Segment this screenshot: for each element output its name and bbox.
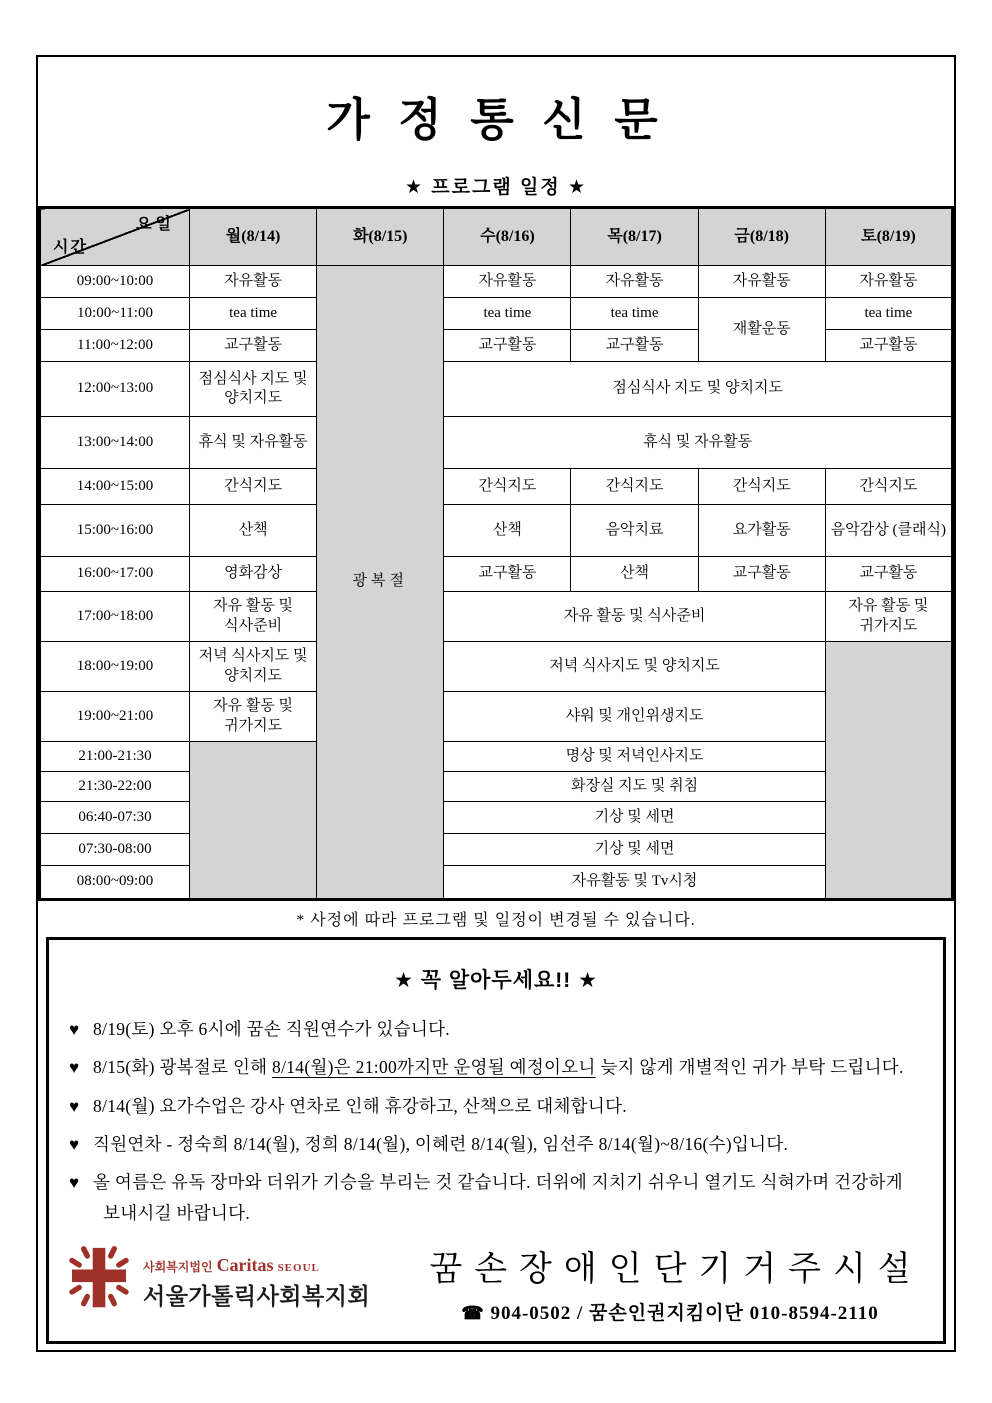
schedule-cell: tea time: [571, 298, 698, 330]
day-header-fri: 금(8/18): [698, 208, 825, 266]
schedule-cell: tea time: [825, 298, 952, 330]
table-row: [40, 266, 953, 298]
schedule-cell: 간식지도: [571, 469, 698, 505]
time-cell: 11:00~12:00: [40, 330, 190, 362]
notice-item-text: 8/14(월) 요가수업은 강사 연차로 인해 휴강하고, 산책으로 대체합니다.: [93, 1095, 627, 1116]
schedule-cell: 자유활동: [190, 266, 317, 298]
schedule-cell: 휴식 및 자유활동: [444, 417, 953, 469]
schedule-cell: 기상 및 세면: [444, 802, 825, 834]
schedule-cell: 간식지도: [190, 469, 317, 505]
notice-list: [69, 1014, 921, 1236]
notice-heading: ★ 꼭 알아두세요!! ★: [394, 969, 598, 992]
page-title: 가 정 통 신 문: [326, 94, 666, 145]
schedule-cell: 음악감상 (클래식): [825, 505, 952, 557]
time-cell: 08:00~09:00: [40, 866, 190, 900]
heart-bullet-icon: ♥: [69, 1058, 80, 1078]
time-cell: 10:00~11:00: [40, 298, 190, 330]
footer: [49, 1241, 943, 1325]
schedule-cell: 음악치료: [571, 505, 698, 557]
heart-bullet-icon: ♥: [69, 1173, 80, 1192]
org-text: [143, 1255, 370, 1311]
schedule-cell: 휴식 및 자유활동: [190, 417, 317, 469]
schedule-cell: 자유활동: [444, 266, 571, 298]
schedule-cell: 점심식사 지도 및 양치지도: [444, 362, 953, 417]
schedule-cell: 샤워 및 개인위생지도: [444, 692, 825, 742]
table-row: [40, 834, 953, 866]
time-cell: 15:00~16:00: [40, 505, 190, 557]
schedule-cell: 간식지도: [444, 469, 571, 505]
monday-closed-cell: [190, 742, 317, 900]
org-seoul-label: SEOUL: [277, 1262, 320, 1274]
time-cell: 07:30-08:00: [40, 834, 190, 866]
table-row: [40, 866, 953, 900]
notice-item: [69, 1014, 921, 1045]
time-cell: 16:00~17:00: [40, 557, 190, 592]
notice-item: [69, 1052, 921, 1083]
day-header-sat: 토(8/19): [825, 208, 952, 266]
table-row: [40, 557, 953, 592]
org-block: [63, 1242, 411, 1324]
corner-time-label: 시간: [53, 239, 88, 257]
org-name: 서울가톨릭사회복지회: [143, 1284, 371, 1309]
table-row: [40, 469, 953, 505]
saturday-closed-cell: [825, 642, 952, 900]
facility-name: 꿈손장애인단기거주시설: [429, 1251, 923, 1288]
notice-item-underlined-text: 8/14(월)은 21:00까지만 운영될 예정이오니: [272, 1057, 596, 1078]
schedule-cell: tea time: [444, 298, 571, 330]
schedule-cell: 기상 및 세면: [444, 834, 825, 866]
notice-item: [69, 1091, 921, 1122]
table-row: [40, 692, 953, 742]
time-cell: 21:30-22:00: [40, 772, 190, 802]
time-cell: 19:00~21:00: [40, 692, 190, 742]
schedule-cell: 교구활동: [190, 330, 317, 362]
notice-item-text: 8/15(화) 광복절로 인해: [93, 1057, 273, 1078]
schedule-cell: 자유활동: [698, 266, 825, 298]
schedule-cell: 간식지도: [698, 469, 825, 505]
tuesday-holiday-cell: 광복절: [317, 266, 444, 900]
schedule-cell: 교구활동: [825, 557, 952, 592]
schedule-cell: 요가활동: [698, 505, 825, 557]
notice-box: [46, 937, 946, 1344]
heart-bullet-icon: ♥: [69, 1134, 80, 1154]
notice-item-text: 올 여름은 유독 장마와 더위가 기승을 부리는 것 같습니다. 더위에 지치기 쉬우니 열기도 식혀가며 건강하게 보내시길 바랍니다.: [93, 1172, 903, 1224]
time-cell: 18:00~19:00: [40, 642, 190, 692]
caritas-logo-icon: [63, 1242, 135, 1324]
schedule-cell: 교구활동: [444, 330, 571, 362]
table-row: [40, 802, 953, 834]
schedule-cell: 화장실 지도 및 취침: [444, 772, 825, 802]
schedule-cell: 교구활동: [825, 330, 952, 362]
program-schedule-table: [38, 206, 954, 901]
heart-bullet-icon: ♥: [69, 1096, 80, 1116]
page-border-frame: [36, 55, 956, 1352]
schedule-cell: 영화감상: [190, 557, 317, 592]
table-row: [40, 505, 953, 557]
header-row: [40, 208, 953, 266]
day-header-thu: 목(8/17): [571, 208, 698, 266]
org-small-label: 사회복지법인: [143, 1260, 213, 1274]
table-row: [40, 772, 953, 802]
schedule-cell: 저녁 식사지도 및 양치지도: [190, 642, 317, 692]
table-row: [40, 642, 953, 692]
schedule-cell: 자유활동 및 Tv시청: [444, 866, 825, 900]
schedule-cell: 산책: [190, 505, 317, 557]
schedule-cell: 자유 활동 및 귀가지도: [190, 692, 317, 742]
day-header-mon: 월(8/14): [190, 208, 317, 266]
time-cell: 13:00~14:00: [40, 417, 190, 469]
schedule-cell: 간식지도: [825, 469, 952, 505]
contact-text: 904-0502 / 꿈손인권지킴이단 010-8594-2110: [490, 1303, 879, 1324]
table-row: [40, 592, 953, 642]
contact-line: [411, 1298, 929, 1325]
schedule-cell: 명상 및 저녁인사지도: [444, 742, 825, 772]
schedule-cell: 저녁 식사지도 및 양치지도: [444, 642, 825, 692]
time-cell: 21:00-21:30: [40, 742, 190, 772]
day-header-tue: 화(8/15): [317, 208, 444, 266]
notice-item-text: 8/19(토) 오후 6시에 꿈손 직원연수가 있습니다.: [93, 1019, 450, 1039]
phone-icon: ☎: [461, 1303, 485, 1323]
corner-day-label: 요일: [136, 216, 175, 233]
facility-block: [411, 1241, 929, 1325]
schedule-cell: 자유 활동 및 식사준비: [444, 592, 825, 642]
notice-item: [69, 1129, 921, 1160]
schedule-cell: 교구활동: [444, 557, 571, 592]
schedule-cell: 자유 활동 및 식사준비: [190, 592, 317, 642]
time-cell: 14:00~15:00: [40, 469, 190, 505]
notice-item-text: 직원연차 - 정숙희 8/14(월), 정희 8/14(월), 이혜련 8/14(월), 임선주 8/14(월)~8/16(수)입니다.: [93, 1133, 789, 1154]
heart-bullet-icon: ♥: [69, 1020, 80, 1039]
schedule-footnote: * 사정에 따라 프로그램 및 일정이 변경될 수 있습니다.: [296, 912, 696, 929]
schedule-cell: 자유활동: [571, 266, 698, 298]
org-line1: [143, 1255, 370, 1276]
schedule-cell: 교구활동: [571, 330, 698, 362]
schedule-cell: 자유 활동 및 귀가지도: [825, 592, 952, 642]
schedule-cell: 교구활동: [698, 557, 825, 592]
table-row: [40, 362, 953, 417]
notice-item-text: 늦지 않게 개별적인 귀가 부탁 드립니다.: [595, 1057, 904, 1078]
schedule-cell: 산책: [444, 505, 571, 557]
time-cell: 09:00~10:00: [40, 266, 190, 298]
time-cell: 17:00~18:00: [40, 592, 190, 642]
schedule-cell: 재활운동: [698, 298, 825, 362]
table-row: [40, 417, 953, 469]
schedule-heading: ★ 프로그램 일정 ★: [404, 177, 588, 198]
schedule-cell: tea time: [190, 298, 317, 330]
notice-item: [69, 1167, 921, 1229]
time-cell: 12:00~13:00: [40, 362, 190, 417]
schedule-cell: 자유활동: [825, 266, 952, 298]
table-row: [40, 298, 953, 330]
schedule-corner-cell: [40, 208, 190, 266]
schedule-cell: 산책: [571, 557, 698, 592]
day-header-wed: 수(8/16): [444, 208, 571, 266]
schedule-cell: 점심식사 지도 및 양치지도: [190, 362, 317, 417]
time-cell: 06:40-07:30: [40, 802, 190, 834]
table-row: [40, 742, 953, 772]
org-caritas-label: Caritas: [216, 1255, 274, 1275]
